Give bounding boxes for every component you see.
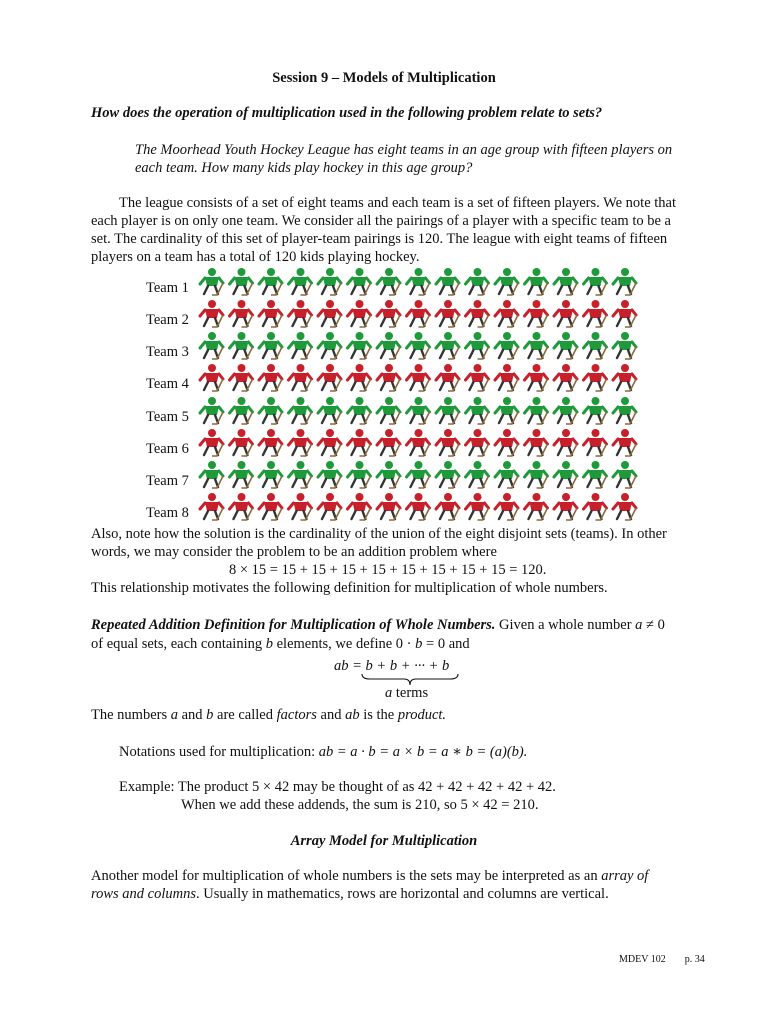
hockey-player-icon xyxy=(554,300,577,327)
hockey-player-icon xyxy=(289,300,312,327)
hockey-player-icon xyxy=(554,332,577,359)
paragraph-3-line-1 xyxy=(91,866,648,886)
hockey-player-icon xyxy=(200,332,223,359)
hockey-player-icon xyxy=(495,332,518,359)
array-of-term: array of xyxy=(601,868,649,884)
paragraph-3-text-1: Another model for multiplication of whole numbers is the sets may be interpreted as an xyxy=(91,868,602,884)
hockey-player-icon xyxy=(289,397,312,424)
array-model-heading: Array Model for Multiplication xyxy=(290,833,478,849)
hockey-player-icon xyxy=(200,364,223,391)
hockey-player-icon xyxy=(200,493,223,520)
factors-text-3: are called xyxy=(213,707,277,723)
hockey-player-icon xyxy=(318,397,341,424)
hockey-player-icon xyxy=(377,397,400,424)
hockey-player-icon xyxy=(495,461,518,488)
hockey-player-icon xyxy=(259,429,282,456)
hockey-player-icon xyxy=(289,332,312,359)
definition-text-2c: = 0 and xyxy=(422,636,470,652)
hockey-player-icon xyxy=(289,429,312,456)
definition-text-2b: elements, we define 0 · xyxy=(273,636,416,652)
hockey-player-icon xyxy=(436,268,459,295)
hockey-player-icon xyxy=(377,493,400,520)
hockey-player-icon xyxy=(259,397,282,424)
hockey-player-icon xyxy=(407,429,430,456)
ab-rhs: = b + b + ··· + b xyxy=(348,658,450,674)
team-label-4: Team 4 xyxy=(146,376,189,392)
hockey-player-icon xyxy=(318,493,341,520)
hockey-player-icon xyxy=(318,332,341,359)
hockey-player-icon xyxy=(466,268,489,295)
brace-label xyxy=(385,683,428,703)
hockey-player-icon xyxy=(200,429,223,456)
factors-text-4: and xyxy=(316,707,346,723)
hockey-player-icon xyxy=(436,493,459,520)
hockey-player-icon xyxy=(230,268,253,295)
hockey-player-icon xyxy=(466,397,489,424)
hockey-player-icon xyxy=(525,429,548,456)
footer-page: p. 34 xyxy=(684,954,705,965)
hockey-player-icon xyxy=(230,461,253,488)
notations-label: Notations used for multiplication: xyxy=(119,744,319,760)
hockey-player-icon xyxy=(348,461,371,488)
brace-var-a: a xyxy=(385,685,393,701)
problem-line-1: The Moorhead Youth Hockey League has eight teams in an age group with fifteen players on xyxy=(135,142,673,158)
hockey-player-icon xyxy=(377,364,400,391)
hockey-player-icon xyxy=(525,364,548,391)
hockey-player-icon xyxy=(407,300,430,327)
rows-columns-term: rows and columns xyxy=(91,886,196,902)
factors-term: factors xyxy=(276,707,317,723)
var-a: a xyxy=(635,617,643,633)
hockey-player-icon xyxy=(525,300,548,327)
hockey-player-icon xyxy=(259,461,282,488)
team-label-2: Team 2 xyxy=(146,312,189,328)
notations-expr: ab = a · b = a × b = a ∗ b = (a)(b). xyxy=(318,744,528,760)
hockey-player-icon xyxy=(466,493,489,520)
team-label-6: Team 6 xyxy=(146,441,189,457)
hockey-player-icon xyxy=(466,364,489,391)
hockey-player-icon xyxy=(407,493,430,520)
hockey-player-icon xyxy=(554,493,577,520)
problem-line-2: each team. How many kids play hockey in this age group? xyxy=(135,160,473,176)
paragraph-1-line-3: set. The cardinality of this set of player-team pairings is 120. The league with eight teams of fifteen xyxy=(91,231,668,247)
paragraph-2-line-1: Also, note how the solution is the cardinality of the union of the eight disjoint sets (teams). In other xyxy=(91,526,667,542)
hockey-player-icon xyxy=(259,364,282,391)
hockey-player-icon xyxy=(318,300,341,327)
team-row-7 xyxy=(196,460,659,486)
factors-var-a: a xyxy=(170,707,178,723)
hockey-player-icon xyxy=(318,429,341,456)
example-line-2: When we add these addends, the sum is 210, so 5 × 42 = 210. xyxy=(181,797,539,813)
hockey-player-icon xyxy=(495,268,518,295)
hockey-player-icon xyxy=(613,268,636,295)
hockey-player-icon xyxy=(613,332,636,359)
team-row-5 xyxy=(196,396,659,422)
hockey-player-icon xyxy=(584,429,607,456)
ab-lhs: ab xyxy=(334,658,349,674)
hockey-player-icon xyxy=(348,364,371,391)
page-title: Session 9 – Models of Multiplication xyxy=(272,70,496,86)
hockey-player-icon xyxy=(495,397,518,424)
hockey-player-icon xyxy=(613,461,636,488)
hockey-player-icon xyxy=(348,300,371,327)
factors-text-1: The numbers xyxy=(91,707,171,723)
hockey-player-icon xyxy=(436,429,459,456)
hockey-player-icon xyxy=(554,397,577,424)
team-row-6 xyxy=(196,428,659,454)
hockey-player-icon xyxy=(407,332,430,359)
hockey-player-icon xyxy=(613,364,636,391)
factors-line xyxy=(91,705,446,725)
factors-var-ab: ab xyxy=(345,707,360,723)
hockey-player-icon xyxy=(200,268,223,295)
definition-line-2 xyxy=(91,634,470,654)
hockey-player-icon xyxy=(377,332,400,359)
hockey-player-icon xyxy=(436,332,459,359)
hockey-player-icon xyxy=(554,461,577,488)
hockey-player-icon xyxy=(613,429,636,456)
hockey-player-icon xyxy=(407,397,430,424)
paragraph-3-text-2: . Usually in mathematics, rows are horizontal and columns are vertical. xyxy=(196,886,609,902)
hockey-player-icon xyxy=(495,429,518,456)
hockey-player-icon xyxy=(554,268,577,295)
motivates-line: This relationship motivates the following definition for multiplication of whole numbers. xyxy=(91,580,608,596)
hockey-player-icon xyxy=(318,461,341,488)
hockey-player-icon xyxy=(200,461,223,488)
notations-line xyxy=(119,742,527,762)
definition-text-2a: of equal sets, each containing xyxy=(91,636,266,652)
hockey-player-icon xyxy=(289,364,312,391)
var-b-2: b xyxy=(415,636,423,652)
hockey-player-icon xyxy=(200,397,223,424)
hockey-player-icon xyxy=(554,429,577,456)
hockey-player-icon xyxy=(436,461,459,488)
hockey-player-icon xyxy=(377,429,400,456)
hockey-player-icon xyxy=(230,397,253,424)
definition-heading: Repeated Addition Definition for Multiplication of Whole Numbers. xyxy=(91,617,496,633)
hockey-player-icon xyxy=(525,332,548,359)
team-label-8: Team 8 xyxy=(146,505,189,521)
hockey-player-icon xyxy=(259,300,282,327)
hockey-player-icon xyxy=(495,493,518,520)
hockey-player-icon xyxy=(230,493,253,520)
hockey-player-icon xyxy=(230,429,253,456)
definition-line-1 xyxy=(91,615,665,635)
hockey-player-icon xyxy=(230,364,253,391)
hockey-player-icon xyxy=(259,493,282,520)
hockey-player-icon xyxy=(613,397,636,424)
factors-text-5: is the xyxy=(359,707,398,723)
neq-zero: ≠ 0 xyxy=(642,617,665,633)
hockey-player-icon xyxy=(554,364,577,391)
paragraph-2-line-2: words, we may consider the problem to be an addition problem where xyxy=(91,544,497,560)
team-row-4 xyxy=(196,363,659,389)
hockey-player-icon xyxy=(230,332,253,359)
var-b: b xyxy=(265,636,273,652)
hockey-player-icon xyxy=(377,300,400,327)
hockey-player-icon xyxy=(466,429,489,456)
paragraph-1-line-2: each player is on only one team. We consider all the pairings of a player with a specific team to be a xyxy=(91,213,671,229)
paragraph-1-line-1: The league consists of a set of eight teams and each team is a set of fifteen players. We note that xyxy=(119,195,677,211)
example-line-1: Example: The product 5 × 42 may be thought of as 42 + 42 + 42 + 42 + 42. xyxy=(119,779,556,795)
team-row-3 xyxy=(196,331,659,357)
team-row-8 xyxy=(196,492,659,518)
hockey-player-icon xyxy=(525,397,548,424)
hockey-player-icon xyxy=(259,268,282,295)
footer xyxy=(619,954,705,965)
hockey-player-icon xyxy=(318,268,341,295)
hockey-player-icon xyxy=(584,332,607,359)
hockey-player-icon xyxy=(348,332,371,359)
product-term: product. xyxy=(397,707,447,723)
definition-text: Given a whole number xyxy=(495,617,636,633)
equation-8x15: 8 × 15 = 15 + 15 + 15 + 15 + 15 + 15 + 15 + 15 = 120. xyxy=(229,562,547,578)
hockey-player-icon xyxy=(525,493,548,520)
hockey-player-icon xyxy=(377,268,400,295)
hockey-player-icon xyxy=(584,397,607,424)
hockey-player-icon xyxy=(584,300,607,327)
hockey-player-icon xyxy=(407,364,430,391)
hockey-player-icon xyxy=(289,493,312,520)
hockey-player-icon xyxy=(377,461,400,488)
hockey-player-icon xyxy=(407,461,430,488)
hockey-player-icon xyxy=(466,300,489,327)
paragraph-3-line-2 xyxy=(91,884,609,904)
hockey-player-icon xyxy=(348,493,371,520)
team-row-1 xyxy=(196,267,659,293)
hockey-player-icon xyxy=(230,300,253,327)
paragraph-1-line-4: players on a team has a total of 120 kids playing hockey. xyxy=(91,249,420,265)
question: How does the operation of multiplication used in the following problem relate to sets? xyxy=(91,105,603,121)
hockey-player-icon xyxy=(495,300,518,327)
hockey-player-icon xyxy=(466,332,489,359)
hockey-player-icon xyxy=(348,268,371,295)
factors-var-b: b xyxy=(206,707,214,723)
hockey-player-icon xyxy=(348,397,371,424)
hockey-player-icon xyxy=(289,461,312,488)
team-label-7: Team 7 xyxy=(146,473,189,489)
hockey-player-icon xyxy=(613,300,636,327)
hockey-player-icon xyxy=(613,493,636,520)
footer-course: MDEV 102 xyxy=(619,954,666,965)
team-label-1: Team 1 xyxy=(146,280,189,296)
hockey-player-icon xyxy=(259,332,282,359)
team-row-2 xyxy=(196,299,659,325)
team-label-5: Team 5 xyxy=(146,409,189,425)
hockey-player-icon xyxy=(289,268,312,295)
hockey-player-icon xyxy=(200,300,223,327)
hockey-player-icon xyxy=(348,429,371,456)
brace-terms: terms xyxy=(392,685,429,701)
hockey-player-icon xyxy=(584,461,607,488)
team-label-3: Team 3 xyxy=(146,344,189,360)
hockey-player-icon xyxy=(584,268,607,295)
hockey-player-icon xyxy=(584,364,607,391)
hockey-player-icon xyxy=(466,461,489,488)
hockey-player-icon xyxy=(436,397,459,424)
hockey-player-icon xyxy=(525,461,548,488)
hockey-player-icon xyxy=(318,364,341,391)
hockey-player-icon xyxy=(436,364,459,391)
hockey-player-icon xyxy=(436,300,459,327)
hockey-player-icon xyxy=(495,364,518,391)
hockey-player-icon xyxy=(584,493,607,520)
hockey-player-icon xyxy=(525,268,548,295)
hockey-player-icon xyxy=(407,268,430,295)
factors-text-2: and xyxy=(177,707,207,723)
